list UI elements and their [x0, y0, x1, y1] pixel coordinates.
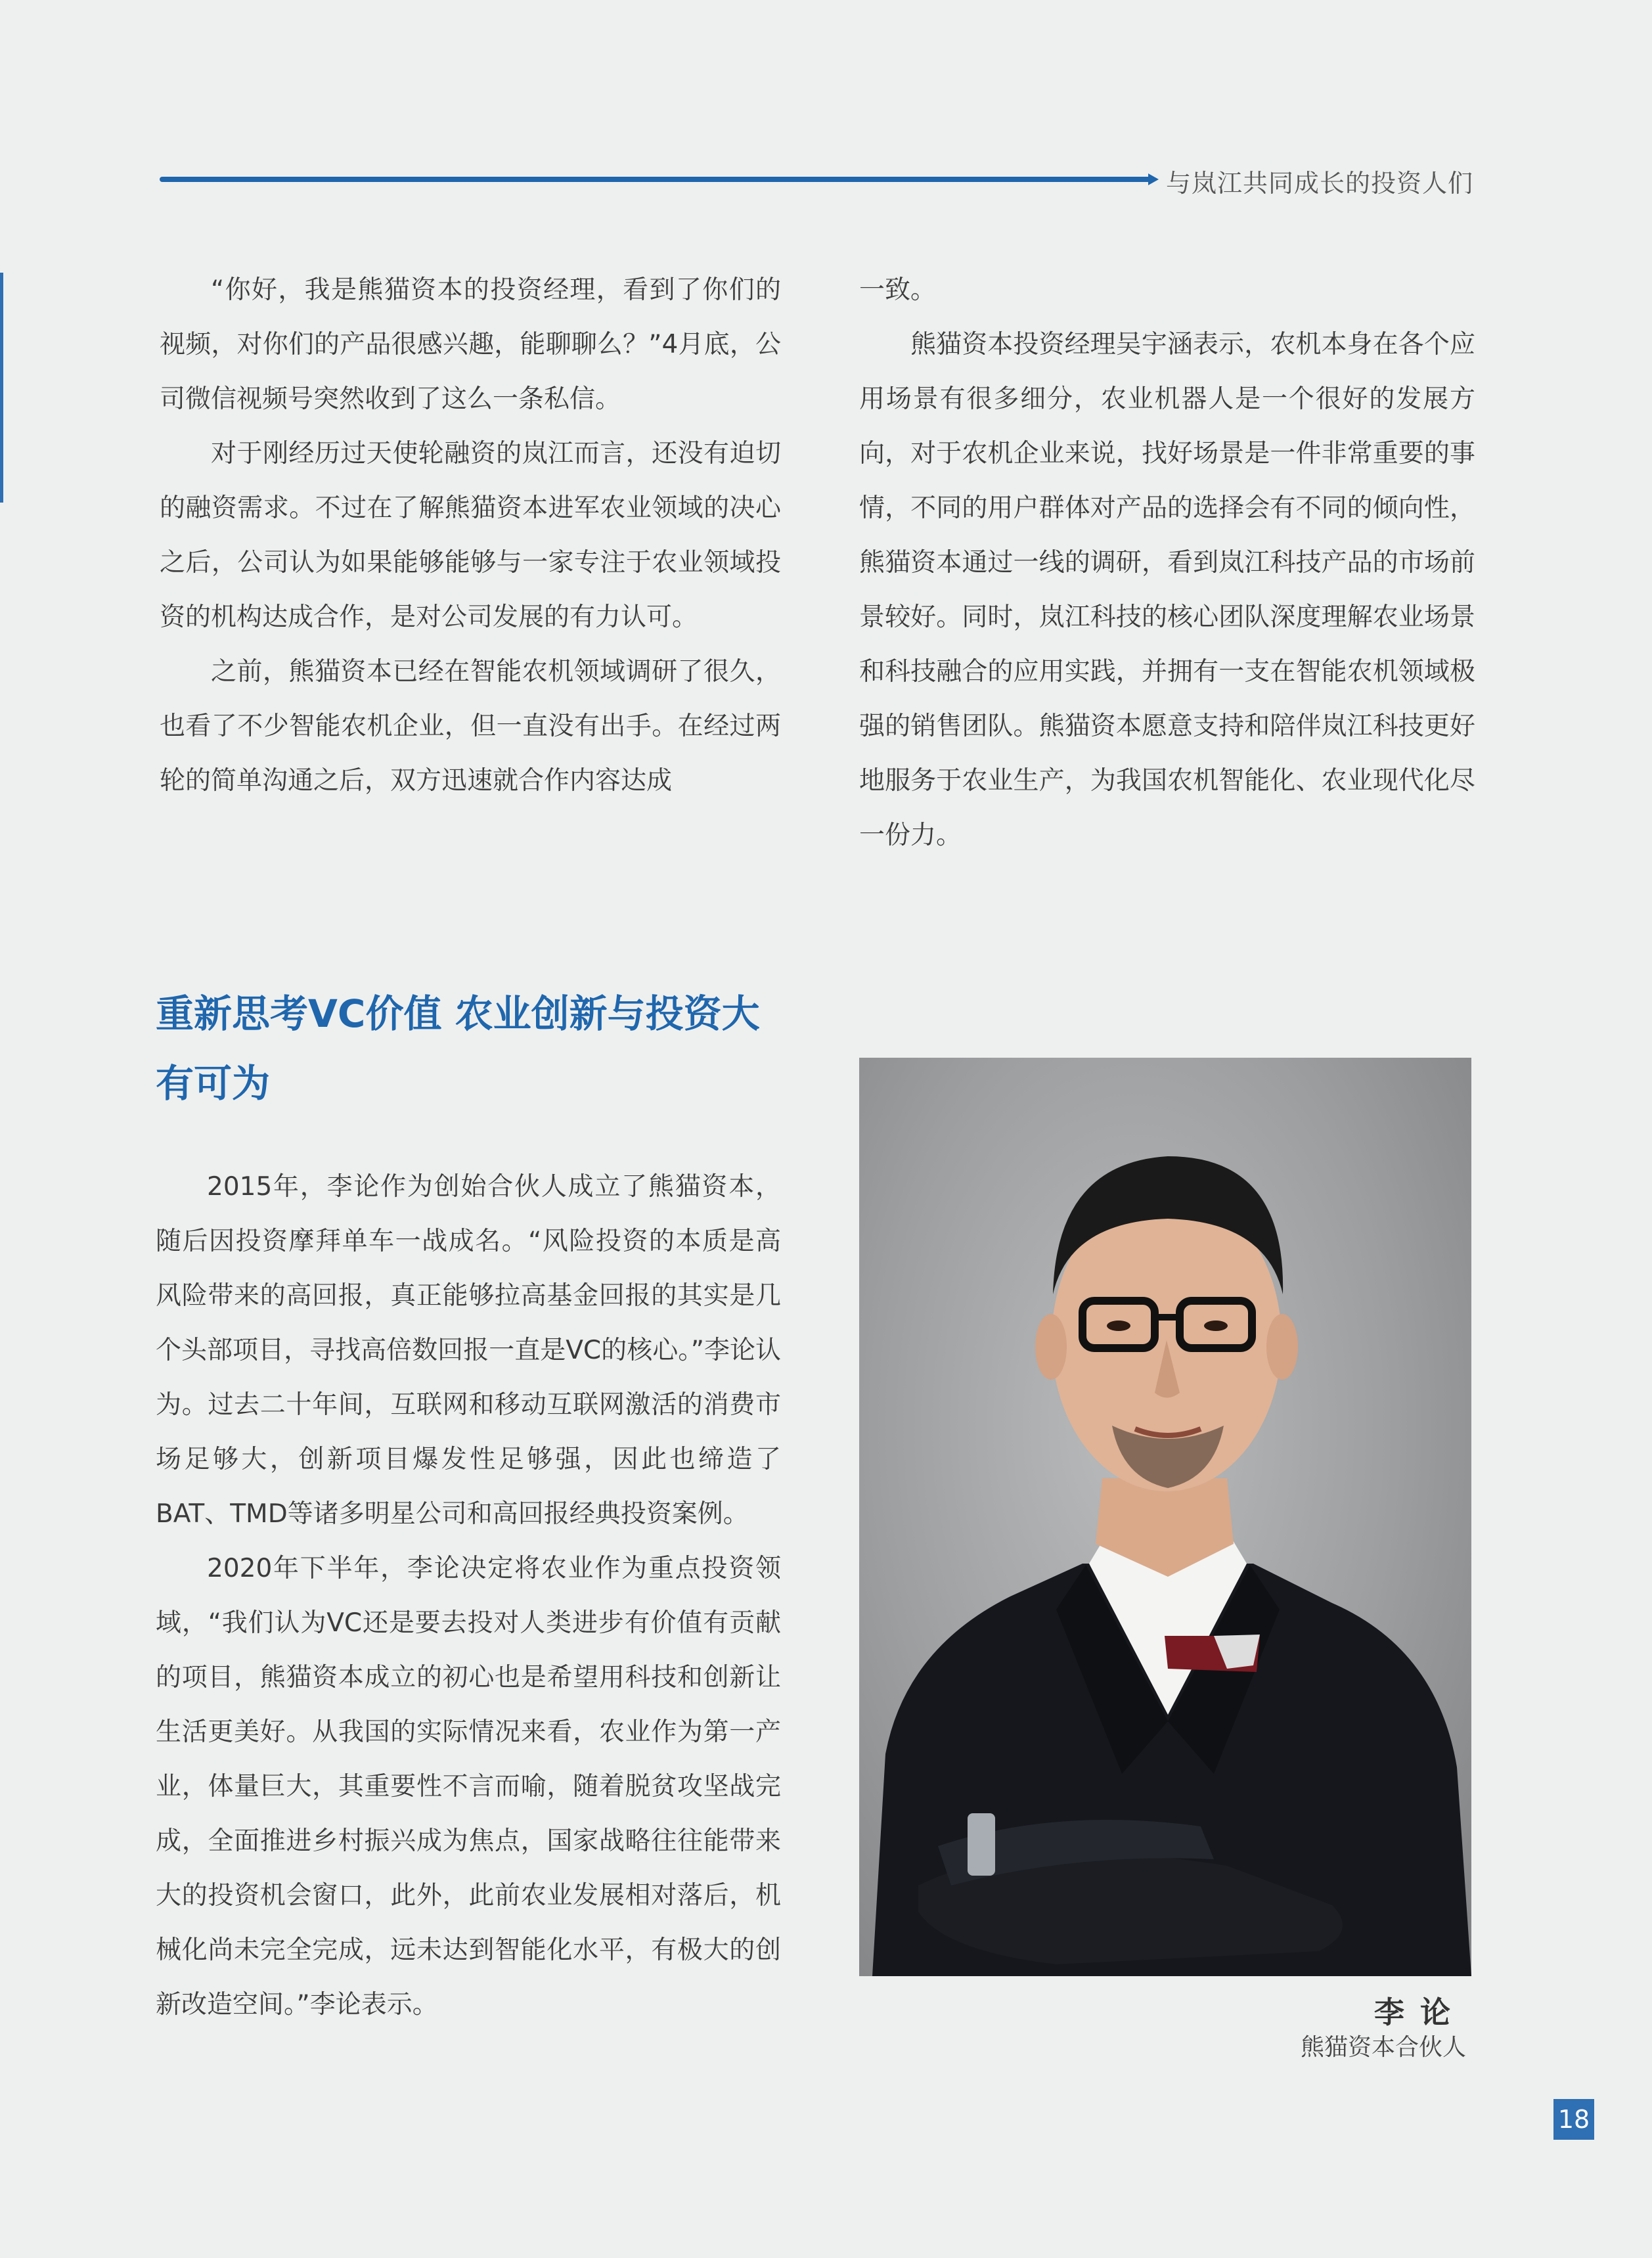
running-header: 与岚江共同成长的投资人们: [1166, 169, 1474, 198]
paragraph: 2015年，李论作为创始合伙人成立了熊猫资本，随后因投资摩拜单车一战成名。“风险投资的本质是高风险带来的高回报，真正能够拉高基金回报的其实是几个头部项目，寻找高倍数回报一直是VC的核心。”李论认为。过去二十年间，互联网和移动互联网激活的消费市场足够大，创新项目爆发性足够强，因此也缔造了BAT、TMD等诸多明星公司和高回报经典投资案例。: [156, 1172, 781, 1529]
photo-caption-role: 熊猫资本合伙人: [1300, 2034, 1466, 2061]
header-rule-arrow: [1148, 173, 1159, 185]
portrait-illustration: [859, 1058, 1471, 1976]
paragraph: 熊猫资本投资经理吴宇涵表示，农机本身在各个应用场景有很多细分，农业机器人是一个很好的发展方向，对于农机企业来说，找好场景是一件非常重要的事情，不同的用户群体对产品的选择会有不同的倾向性，熊猫资本通过一线的调研，看到岚江科技产品的市场前景较好。同时，岚江科技的核心团队深度理解农业场景和科技融合的应用实践，并拥有一支在智能农机领域极强的销售团队。熊猫资本愿意支持和陪伴岚江科技更好地服务于农业生产，为我国农机智能化、农业现代化尽一份力。: [859, 330, 1475, 850]
photo-caption-name: 李论: [1374, 1995, 1466, 2030]
paragraph: 对于刚经历过天使轮融资的岚江而言，还没有迫切的融资需求。不过在了解熊猫资本进军农业领域的决心之后，公司认为如果能够能够与一家专注于农业领域投资的机构达成合作，是对公司发展的有力认可。: [160, 439, 781, 632]
section-heading: 重新思考VC价值 农业创新与投资大有可为: [156, 991, 760, 1106]
page-number: 18: [1553, 2099, 1594, 2140]
portrait-photo: [859, 1058, 1471, 1976]
header-rule: [160, 177, 1151, 182]
paragraph: “你好，我是熊猫资本的投资经理，看到了你们的视频，对你们的产品很感兴趣，能聊聊么？”4月底，公司微信视频号突然收到了这么一条私信。: [160, 275, 781, 414]
right-column: [859, 263, 1475, 863]
left-column: [160, 263, 781, 808]
left-edge-accent: [0, 273, 3, 503]
section-body: [156, 1160, 781, 2032]
paragraph: 一致。: [859, 275, 937, 305]
paragraph: 之前，熊猫资本已经在智能农机领域调研了很久，也看了不少智能农机企业，但一直没有出手。在经过两轮的简单沟通之后，双方迅速就合作内容达成: [160, 657, 781, 796]
paragraph: 2020年下半年，李论决定将农业作为重点投资领域，“我们认为VC还是要去投对人类进步有价值有贡献的项目，熊猫资本成立的初心也是希望用科技和创新让生活更美好。从我国的实际情况来看，农业作为第一产业，体量巨大，其重要性不言而喻，随着脱贫攻坚战完成，全面推进乡村振兴成为焦点，国家战略往往能带来大的投资机会窗口，此外，此前农业发展相对落后，机械化尚未完全完成，远未达到智能化水平，有极大的创新改造空间。”李论表示。: [156, 1554, 781, 2020]
